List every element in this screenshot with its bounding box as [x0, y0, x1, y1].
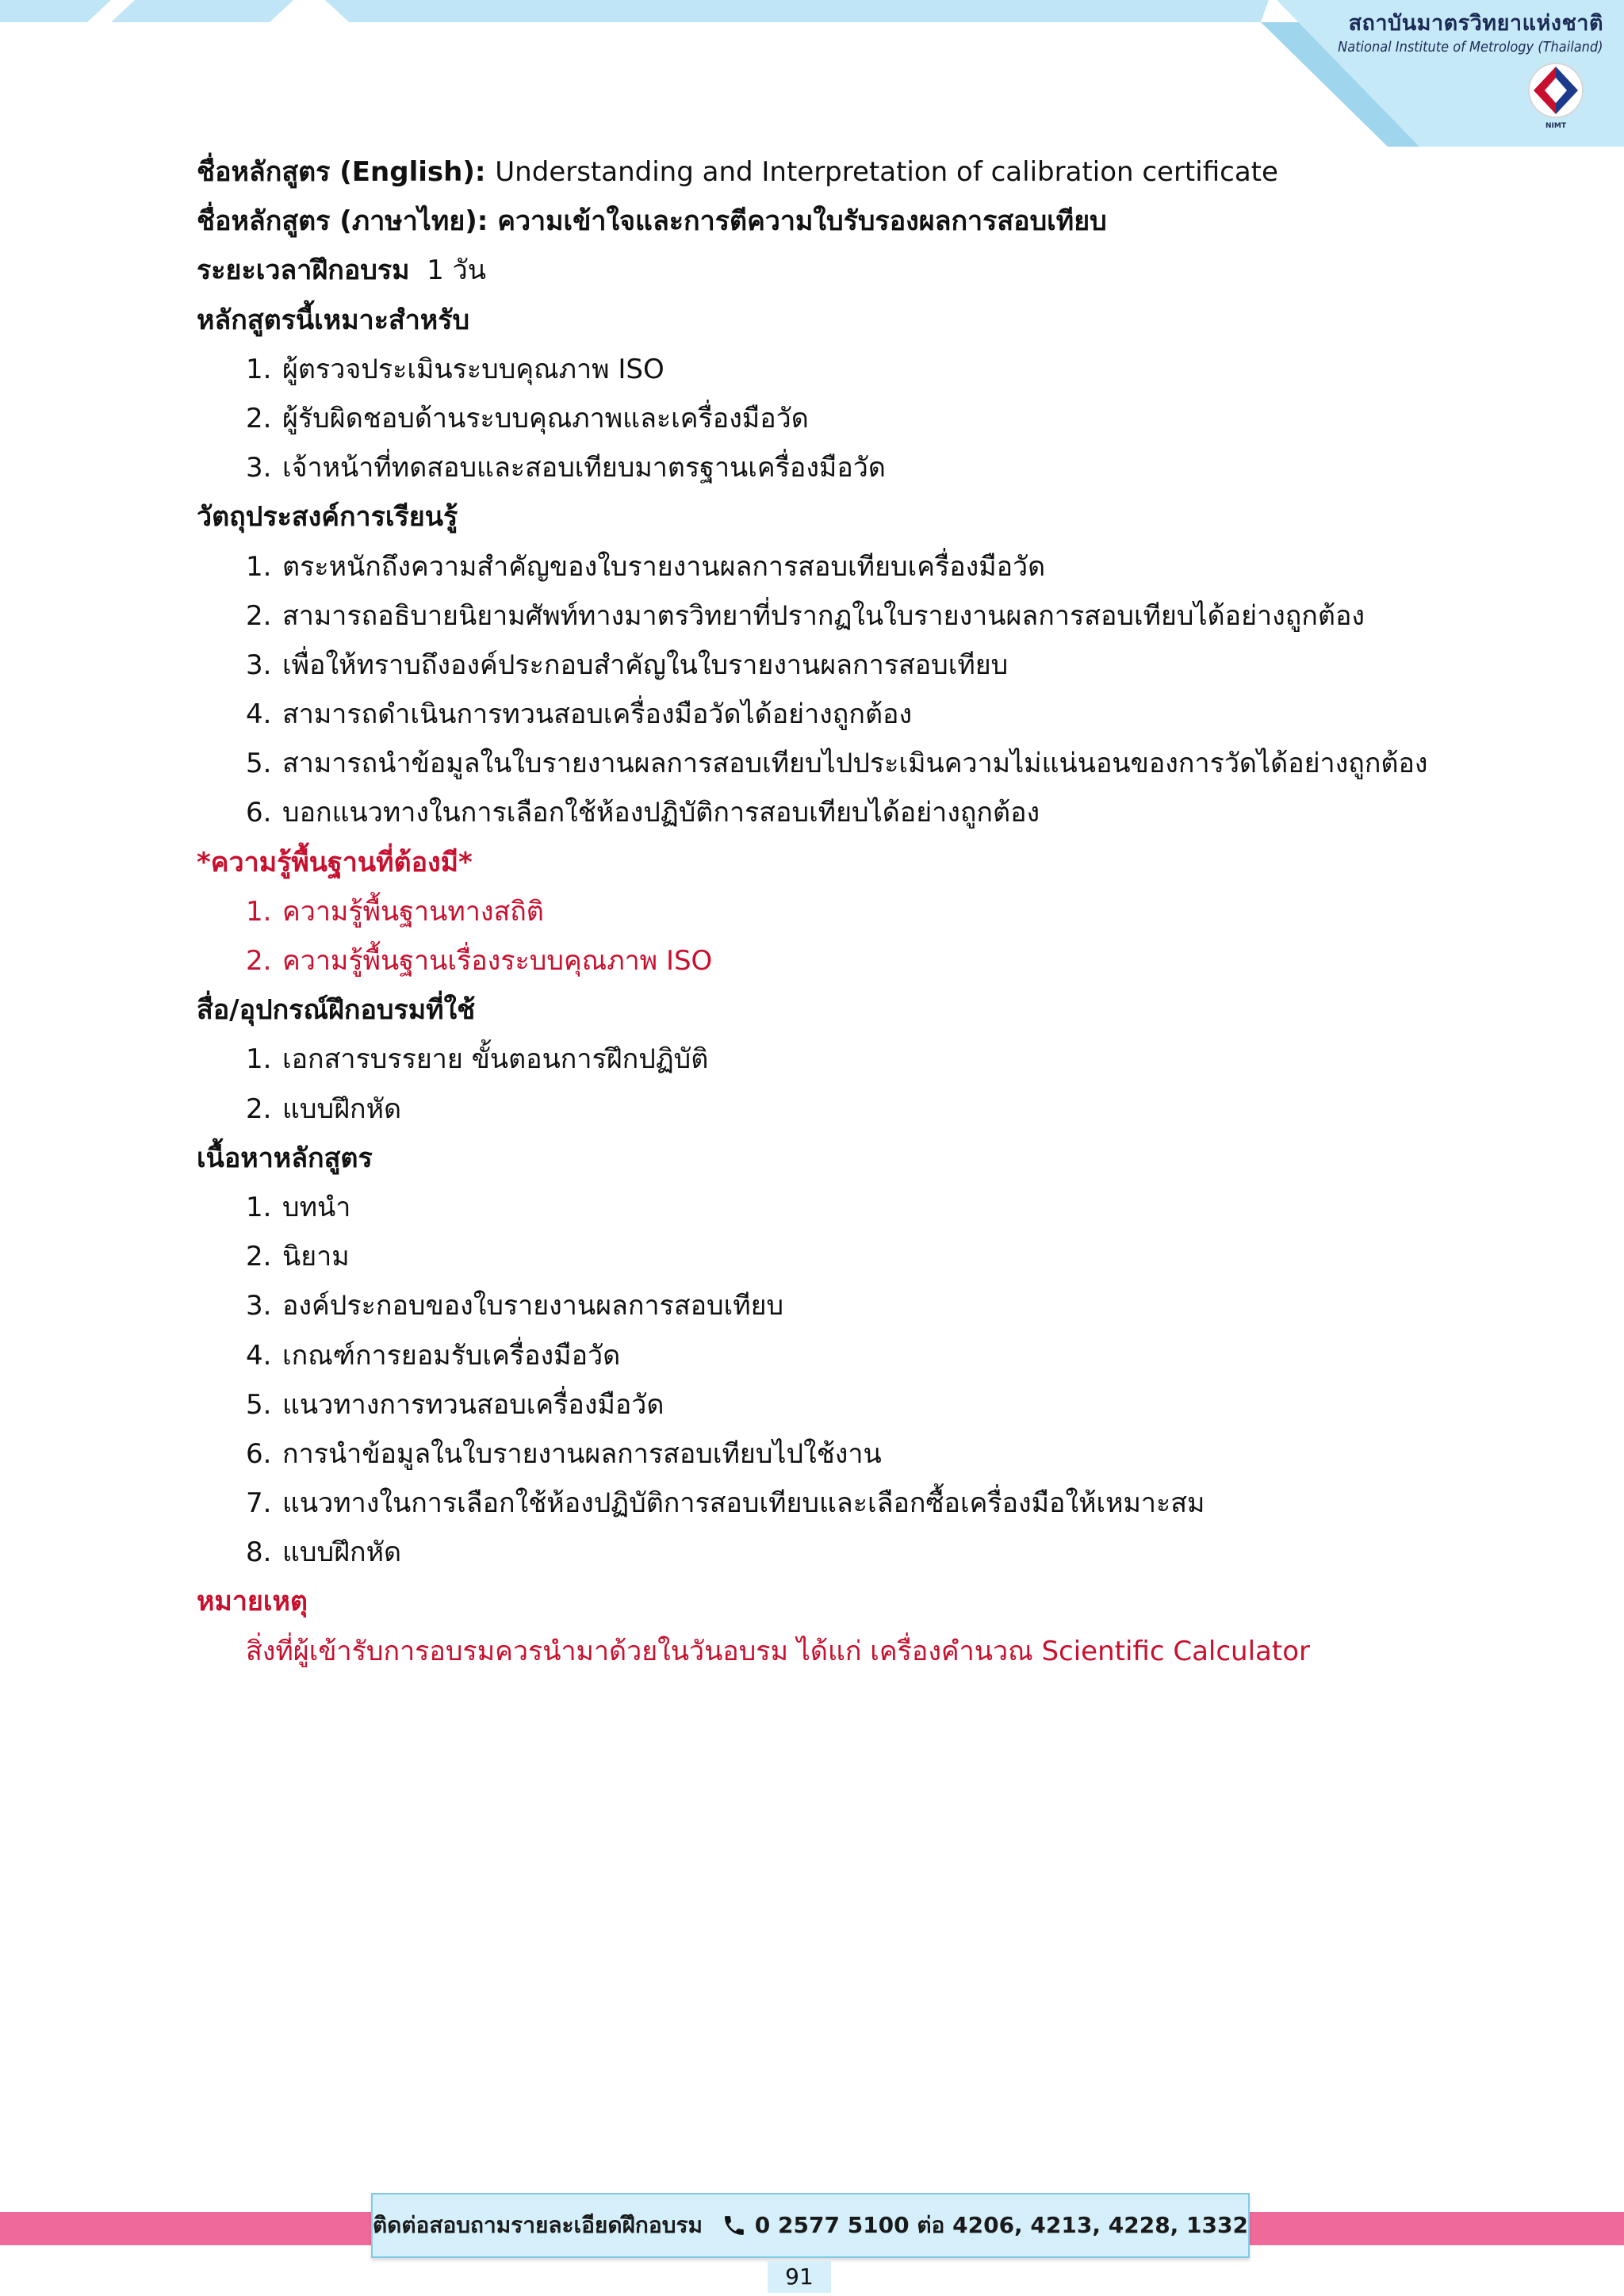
list-item: 2. สามารถอธิบายนิยามศัพท์ทางมาตรวิทยาที่ปรากฏในใบรายงานผลการสอบเทียบได้อย่างถูกต้อง	[246, 599, 1365, 632]
title-th-value: ความเข้าใจและการตีความใบรับรองผลการสอบเทียบ	[497, 205, 1107, 238]
list-item: 3. เจ้าหน้าที่ทดสอบและสอบเทียบมาตรฐานเครื่องมือวัด	[246, 452, 886, 484]
title-en-value: Understanding and Interpretation of calibration certificate	[495, 156, 1278, 188]
list-item: 2. นิยาม	[246, 1241, 350, 1273]
list-item: 1. ความรู้พื้นฐานทางสถิติ	[246, 895, 544, 928]
list-item: 2. ความรู้พื้นฐานเรื่องระบบคุณภาพ ISO	[246, 945, 713, 977]
course-title-english	[197, 147, 1434, 197]
course-content	[197, 147, 1434, 1676]
prereq-heading: *ความรู้พื้นฐานที่ต้องมี*	[197, 846, 473, 878]
note-heading: หมายเหตุ	[197, 1586, 308, 1618]
materials-heading: สื่อ/อุปกรณ์ฝึกอบรมที่ใช้	[197, 994, 476, 1027]
objectives-heading: วัตถุประสงค์การเรียนรู้	[197, 501, 458, 534]
course-title-thai	[197, 197, 1434, 246]
page-number: 91	[768, 2261, 831, 2293]
org-name-thai: สถาบันมาตรวิทยาแห่งชาติ	[1348, 11, 1603, 36]
content-heading: เนื้อหาหลักสูตร	[197, 1142, 373, 1174]
list-item: 4. สามารถดำเนินการทวนสอบเครื่องมือวัดได้อย่างถูกต้อง	[246, 698, 913, 731]
list-item: 1. เอกสารบรรยาย ขั้นตอนการฝึกปฏิบัติ	[246, 1043, 709, 1076]
org-name-block	[1308, 10, 1603, 57]
list-item: 5. สามารถนำข้อมูลในใบรายงานผลการสอบเทียบไปประเมินความไม่แน่นอนของการวัดได้อย่างถูกต้อง	[246, 748, 1428, 780]
list-item: 1. ตระหนักถึงความสำคัญของใบรายงานผลการสอบเทียบเครื่องมือวัด	[246, 550, 1046, 583]
contact-phone: 0 2577 5100 ต่อ 4206, 4213, 4228, 1332	[754, 2212, 1248, 2238]
phone-icon	[722, 2210, 747, 2241]
list-item: 7. แนวทางในการเลือกใช้ห้องปฏิบัติการสอบเทียบและเลือกซื้อเครื่องมือให้เหมาะสม	[246, 1487, 1205, 1520]
list-item: 8. แบบฝึกหัด	[246, 1536, 402, 1569]
org-name-english: National Institute of Metrology (Thailand)	[1338, 39, 1603, 55]
duration-label: ระยะเวลาฝึกอบรม	[197, 254, 410, 287]
course-duration	[197, 246, 1434, 295]
nimt-logo-icon	[1527, 62, 1584, 130]
title-th-label: ชื่อหลักสูตร (ภาษาไทย):	[197, 205, 498, 238]
list-item: 1. ผู้ตรวจประเมินระบบคุณภาพ ISO	[246, 353, 665, 385]
list-item: 4. เกณฑ์การยอมรับเครื่องมือวัด	[246, 1339, 621, 1372]
audience-heading: หลักสูตรนี้เหมาะสำหรับ	[197, 304, 470, 336]
contact-label: ติดต่อสอบถามรายละเอียดฝึกอบรม	[373, 2212, 703, 2238]
list-item: 2. แบบฝึกหัด	[246, 1093, 402, 1125]
list-item: 6. การนำข้อมูลในใบรายงานผลการสอบเทียบไปใช้งาน	[246, 1437, 882, 1470]
note-text: สิ่งที่ผู้เข้ารับการอบรมควรนำมาด้วยในวันอบรม ได้แก่ เครื่องคำนวณ Scientific Calculator	[246, 1635, 1310, 1667]
list-item: 3. เพื่อให้ทราบถึงองค์ประกอบสำคัญในใบรายงานผลการสอบเทียบ	[246, 649, 1009, 681]
title-en-label: ชื่อหลักสูตร (English):	[197, 156, 496, 188]
list-item: 2. ผู้รับผิดชอบด้านระบบคุณภาพและเครื่องมือวัด	[246, 402, 809, 434]
list-item: 5. แนวทางการทวนสอบเครื่องมือวัด	[246, 1388, 665, 1421]
duration-value: 1 วัน	[427, 254, 486, 287]
list-item: 6. บอกแนวทางในการเลือกใช้ห้องปฏิบัติการสอบเทียบได้อย่างถูกต้อง	[246, 797, 1040, 829]
contact-box	[371, 2193, 1250, 2258]
list-item: 1. บทนำ	[246, 1191, 351, 1223]
list-item: 3. องค์ประกอบของใบรายงานผลการสอบเทียบ	[246, 1290, 784, 1322]
logo-caption: NIMT	[1545, 122, 1566, 130]
